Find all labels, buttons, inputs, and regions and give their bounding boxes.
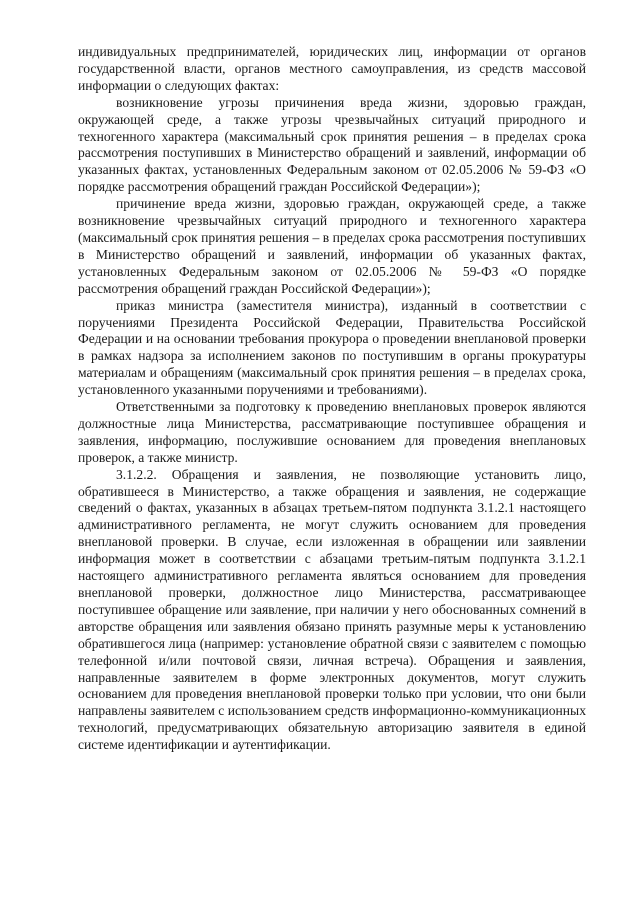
paragraph-continuation: индивидуальных предпринимателей, юридических лиц, информации от органов государственной власти, органов местного самоуправления, из средств массовой информации о следующих фактах:: [78, 44, 586, 93]
paragraph-order: приказ министра (заместителя министра), изданный в соответствии с поручениями Президента Российской Федерации, Правительства Российской Федерации и на основании требования прокурора о проведении внеплановой проверки в рамках надзора за исполнением законов по поступившим в органы прокуратуры материалам и обращениям (максимальный срок принятия решения – в пределах срока, установленного указанными поручениями и требованиями).: [78, 297, 586, 398]
document-page: [78, 44, 586, 754]
paragraph-threat: возникновение угрозы причинения вреда жизни, здоровью граждан, окружающей среде, а также угрозы чрезвычайных ситуаций природного и техногенного характера (максимальный срок принятия решения – в пределах срока рассмотрения поступивших в Министерство обращений и заявлений, информации об указанных фактах, установленных Федеральным законом от 02.05.2006 № 59-ФЗ «О порядке рассмотрения обращений граждан Российской Федерации»);: [78, 94, 586, 195]
paragraph-harm: причинение вреда жизни, здоровью граждан, окружающей среде, а также возникновение чрезвычайных ситуаций природного и техногенного характера (максимальный срок принятия решения – в пределах срока рассмотрения поступивших в Министерство обращений и заявлений, информации об указанных фактах, установленных Федеральным законом от 02.05.2006 № 59-ФЗ «О порядке рассмотрения обращений граждан Российской Федерации»);: [78, 196, 586, 296]
paragraph-responsible: Ответственными за подготовку к проведению внеплановых проверок являются должностные лица Министерства, рассматривающие поступившее обращения и заявления, информацию, послужившие основанием для проведения внеплановых проверок, а также министр.: [78, 399, 586, 465]
paragraph-3-1-2-2: 3.1.2.2. Обращения и заявления, не позволяющие установить лицо, обратившееся в Министерство, а также обращения и заявления, не содержащие сведений о фактах, указанных в абзацах третьем-пятом подпункта 3.1.2.1 настоящего административного регламента, не могут служить основанием для проведения внеплановой проверки. В случае, если изложенная в обращении или заявлении информация может в соответствии с абзацами третьим-пятым подпункта 3.1.2.1 настоящего административного регламента являться основанием для проведения внеплановой проверки, должностное лицо Министерства, рассматривающее поступившее обращение или заявление, при наличии у него обоснованных сомнений в авторстве обращения или заявления обязано принять разумные меры к установлению обратившегося лица (например: установление обратной связи с заявителем с помощью телефонной и/или почтовой связи, личная встреча). Обращения и заявления, направленные заявителем в форме электронных документов, могут служить основанием для проведения внеплановой проверки только при условии, что они были направлены заявителем с использованием средств информационно-коммуникационных технологий, предусматривающих обязательную авторизацию заявителя в единой системе идентификации и аутентификации.: [78, 466, 586, 753]
